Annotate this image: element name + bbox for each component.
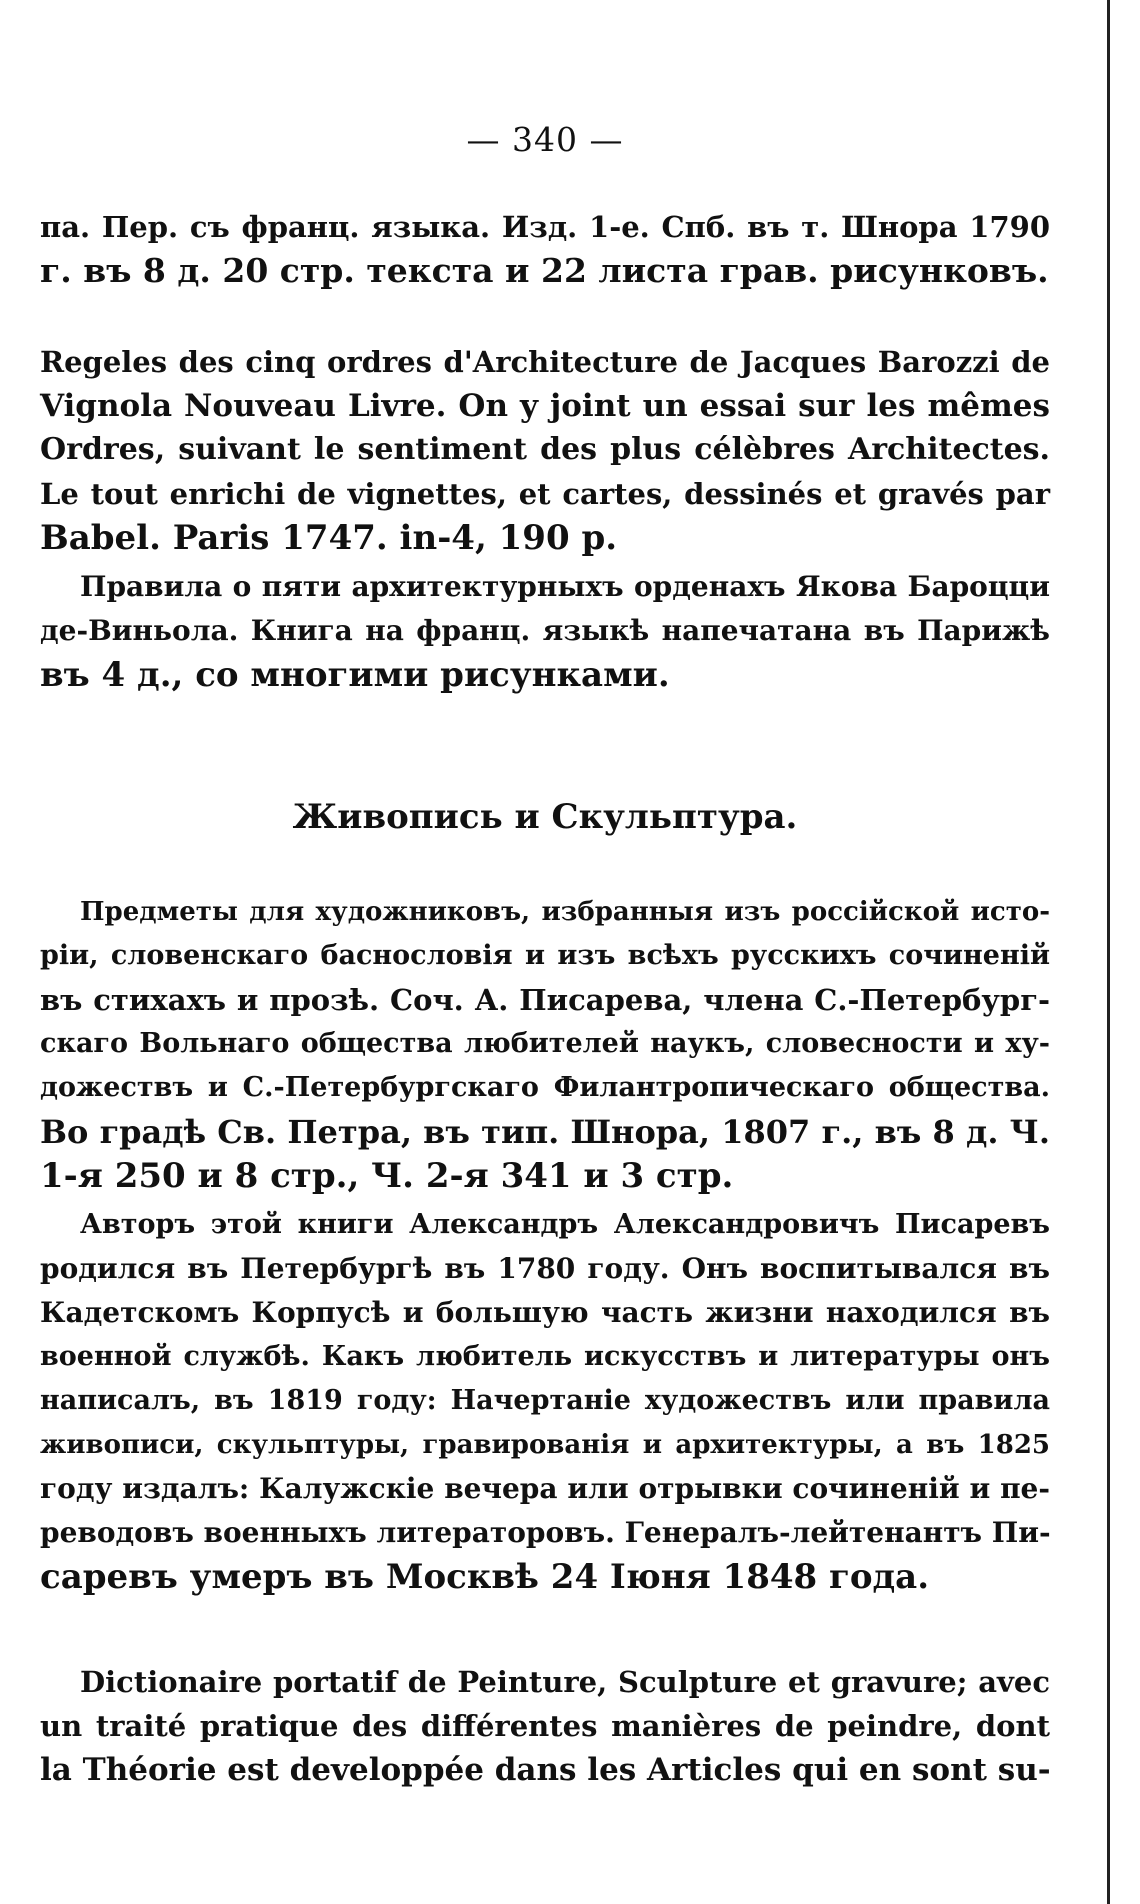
text-line: Во градѣ Св. Петра, въ тип. Шнора, 1807 г., въ 8 д. Ч. [40, 1113, 1050, 1151]
text-line: Vignola Nouveau Livre. On y joint un essai sur les mêmes [40, 388, 1050, 424]
entry-pisarev-note [40, 1203, 1050, 1599]
text-line: въ 4 д., со многими рисунками. [40, 655, 670, 695]
page-edge-rule [1107, 0, 1110, 1904]
text-line: году издалъ: Калужскiе вечера или отрывки сочиненiй и пе- [40, 1472, 1050, 1505]
text-line: Regeles des cinq ordres d'Architecture de Jacques Barozzi de [40, 345, 1050, 379]
text-line: Dictionaire portatif de Peinture, Sculpture et gravure; avec [80, 1665, 1050, 1699]
text-line: въ стихахъ и прозѣ. Соч. А. Писарева, члена С.-Петербург- [40, 983, 1050, 1017]
text-line: Babel. Paris 1747. in-4, 190 p. [40, 518, 618, 558]
text-line: Кадетскомъ Корпусѣ и большую часть жизни находился въ [40, 1296, 1050, 1329]
text-line: 1-я 250 и 8 стр., Ч. 2-я 341 и 3 стр. [40, 1156, 734, 1196]
text-line: Правила о пяти архитектурныхъ орденахъ Якова Бароцци [80, 570, 1050, 603]
text-line: де-Виньола. Книга на франц. языкѣ напечатана въ Парижѣ [40, 614, 1050, 647]
text-line: скаго Вольнаго общества любителей наукъ, словесности и ху- [40, 1028, 1050, 1059]
text-line: реводовъ военныхъ литераторовъ. Генералъ-лейтенантъ Пи- [40, 1516, 1051, 1549]
text-line: г. въ 8 д. 20 стр. текста и 22 листа грав. рисунковъ. [40, 251, 1049, 290]
text-line: Авторъ этой книги Александръ Александровичъ Писаревъ [80, 1209, 1050, 1240]
text-line: рiи, словенскаго баснословiя и изъ всѣхъ русскихъ сочиненiй [40, 940, 1050, 971]
section-heading: Живопись и Скульптура. [292, 797, 798, 837]
text-line: саревъ умеръ въ Москвѣ 24 Iюня 1848 года. [40, 1557, 930, 1597]
entry-dictionaire [40, 1660, 1050, 1792]
text-line: Предметы для художниковъ, избранныя изъ россiйской исто- [80, 897, 1050, 927]
text-line: военной службѣ. Какъ любитель искусствъ и литературы онъ [40, 1341, 1050, 1372]
page-number: — 340 — [466, 120, 624, 159]
entry-vignola-russian [40, 565, 1050, 697]
text-line: un traité pratique des différentes manières de peindre, dont [40, 1709, 1050, 1743]
text-line: па. Пер. съ франц. языка. Изд. 1-е. Спб. въ т. Шнора 1790 [40, 210, 1050, 244]
text-line: Ordres, suivant le sentiment des plus célèbres Architectes. [40, 432, 1050, 467]
text-line: la Théorie est developpée dans les Articles qui en sont su- [40, 1752, 1051, 1788]
text-line: написалъ, въ 1819 году: Начертанiе художествъ или правила [40, 1385, 1050, 1416]
text-line: родился въ Петербургѣ въ 1780 году. Онъ воспитывался въ [40, 1252, 1050, 1285]
text-line: живописи, скульптуры, гравированiя и архитектуры, а въ 1825 [40, 1430, 1050, 1460]
entry-pisarev-title [40, 890, 1050, 1198]
text-line: Le tout enrichi de vignettes, et cartes, dessinés et gravés par [40, 477, 1050, 511]
text-line: дожествъ и С.-Петербургскаго Филантропическаго общества. [40, 1072, 1050, 1103]
entry-vignola-french [40, 340, 1050, 560]
entry-continuation [40, 205, 1050, 293]
